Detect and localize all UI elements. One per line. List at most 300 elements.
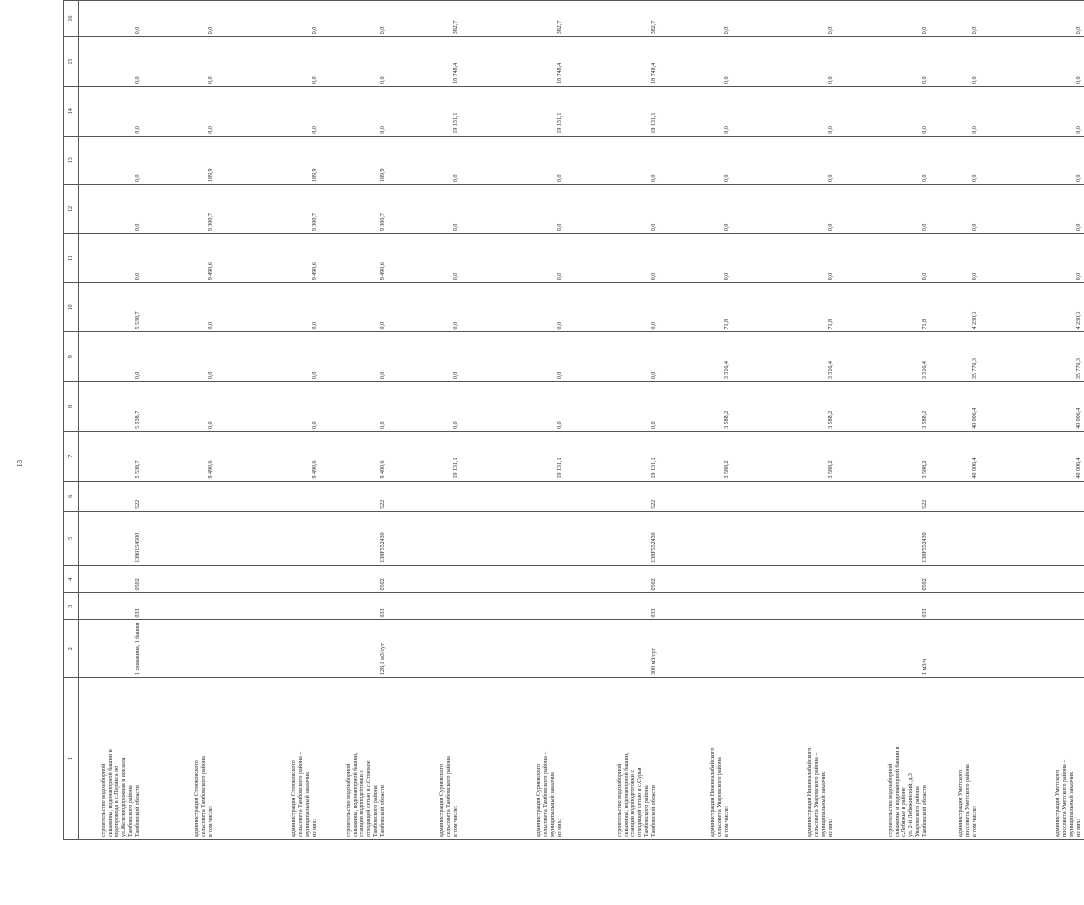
table-row — [564, 680, 658, 837]
table-column-8 — [79, 382, 1084, 432]
cell-value: 0,0 — [828, 126, 835, 134]
description-line: из них: — [828, 818, 835, 837]
table-row — [731, 334, 835, 379]
table-row — [564, 285, 658, 329]
cell-value: 0,0 — [828, 76, 835, 84]
page-number: 13 — [16, 460, 24, 467]
description-line: станции водоподготовки с — [359, 769, 366, 837]
table-column-11 — [79, 234, 1084, 283]
cell-value: 0,0 — [724, 26, 731, 35]
cell-value: 189,9 — [380, 168, 387, 182]
cell-value: 0,0 — [651, 421, 658, 429]
table-row — [835, 484, 929, 509]
cell-value: 0,0 — [828, 174, 835, 182]
cell-value: 0502 — [380, 578, 387, 591]
cell-value: 0,0 — [312, 421, 319, 429]
cell-value: 3 588,2 — [828, 460, 835, 479]
table-row — [319, 484, 387, 509]
table-row — [319, 39, 387, 84]
table-row — [929, 3, 979, 34]
description-line: из них: — [1076, 818, 1083, 837]
table-row — [979, 285, 1083, 329]
description-line: скважины, водонапорной башни, — [352, 752, 359, 837]
table-row — [835, 89, 929, 134]
table-row — [835, 434, 929, 479]
table-row — [80, 89, 142, 134]
table-row — [80, 484, 142, 509]
table-row — [929, 334, 979, 379]
row-description — [617, 753, 658, 837]
description-line: в том числе: — [453, 805, 460, 837]
cell-value: 033 — [135, 608, 142, 618]
table-row — [835, 680, 929, 837]
table-row — [658, 514, 731, 563]
table-row — [658, 39, 731, 84]
cell-value: 0,0 — [135, 223, 142, 232]
table-row — [142, 680, 215, 837]
cell-value: 5 538,7 — [135, 410, 142, 429]
cell-value: 0502 — [651, 578, 658, 591]
table-column-6 — [79, 481, 1084, 511]
table-row — [658, 484, 731, 509]
cell-value: 0,0 — [208, 371, 215, 380]
table-row — [215, 595, 319, 617]
column-number: 14 — [64, 86, 79, 136]
cell-value: 0,0 — [651, 272, 658, 281]
table-row — [564, 334, 658, 379]
table-row — [979, 434, 1083, 479]
description-line: в том числе: — [724, 805, 731, 837]
cell-value: 382,7 — [453, 20, 460, 35]
cell-value: 0,0 — [208, 421, 215, 429]
table-row — [319, 89, 387, 134]
table-row — [658, 3, 731, 34]
description-line: отходящей сетью в с.Сурья — [637, 767, 644, 837]
cell-value: 0,0 — [208, 126, 215, 134]
table-row — [460, 568, 564, 591]
cell-value: 19 131,1 — [651, 457, 658, 479]
table-row — [564, 568, 658, 591]
cell-value: 18 748,4 — [453, 62, 460, 84]
table-row — [731, 236, 835, 280]
description-line: Уваровского района — [915, 786, 922, 837]
table-row — [142, 484, 215, 509]
table-row — [929, 187, 979, 231]
table-row — [319, 622, 387, 675]
cell-value: 522 — [922, 499, 929, 509]
table-row — [460, 595, 564, 617]
cell-value: 3 588,2 — [724, 410, 731, 429]
table-row — [387, 484, 460, 509]
cell-value: 9 490,6 — [380, 460, 387, 479]
table-row — [215, 568, 319, 591]
table-row — [142, 334, 215, 379]
description-line: водопровода в с.Перикса по — [114, 765, 121, 837]
description-line: поссовета Уметского района — [965, 764, 972, 837]
table-row — [319, 595, 387, 617]
cell-value: 0,0 — [922, 76, 929, 84]
description-line: сельсовета Тамбовского района — [446, 756, 453, 837]
column-number: 9 — [64, 332, 79, 382]
table-row — [460, 3, 564, 34]
cell-value: 0,0 — [724, 272, 731, 281]
cell-value: 0,0 — [828, 272, 835, 281]
table-row — [731, 622, 835, 675]
cell-value: 0,0 — [208, 26, 215, 35]
description-line: строительство водозаборной — [616, 763, 623, 837]
row-description — [958, 764, 979, 837]
cell-value: 0,0 — [972, 126, 979, 134]
table-row — [929, 285, 979, 329]
column-number: 11 — [64, 234, 79, 283]
description-line: администрация Уметского — [1055, 769, 1062, 837]
table-row — [658, 139, 731, 182]
cell-value: 522 — [651, 499, 658, 509]
cell-value: 3 516,4 — [724, 361, 731, 380]
description-line: в том числе: — [972, 805, 979, 837]
column-number: 16 — [64, 1, 79, 37]
cell-value: 0,0 — [724, 174, 731, 182]
table-row — [929, 595, 979, 617]
cell-value: 9 490,6 — [208, 262, 215, 281]
table-row — [731, 568, 835, 591]
table-row — [979, 568, 1083, 591]
description-line: муниципальный заказчик — [1069, 771, 1076, 837]
table-column-9 — [79, 332, 1084, 382]
cell-value: 19 131,1 — [651, 112, 658, 134]
column-number: 5 — [64, 511, 79, 565]
table-row — [215, 514, 319, 563]
table-row — [387, 622, 460, 675]
cell-value: 35 776,3 — [972, 358, 979, 380]
column-number: 15 — [64, 37, 79, 87]
cell-value: 0,0 — [557, 272, 564, 281]
row-description — [439, 756, 460, 837]
table-column-12 — [79, 184, 1084, 233]
table-row — [658, 285, 731, 329]
cell-value: 0,0 — [972, 76, 979, 84]
table-row — [929, 139, 979, 182]
table-row — [835, 622, 929, 675]
description-line: муниципальный заказчик — [305, 771, 312, 837]
table-row — [460, 680, 564, 837]
table-row — [658, 622, 731, 675]
cell-value: 0,0 — [312, 76, 319, 84]
table-row — [564, 622, 658, 675]
cell-value: 0,0 — [651, 371, 658, 380]
table-row — [319, 384, 387, 429]
cell-value: 3 588,2 — [724, 460, 731, 479]
table-row — [929, 568, 979, 591]
table-row — [731, 384, 835, 429]
cell-value: 71,8 — [922, 318, 929, 330]
table-row — [387, 334, 460, 379]
table-row — [564, 39, 658, 84]
table-row — [80, 434, 142, 479]
cell-value: 128,1 м3/сут — [380, 643, 387, 675]
description-line: ул.Железнодорожная и вокзала — [121, 757, 128, 837]
table-column-3 — [79, 593, 1084, 620]
row-description — [346, 753, 387, 837]
cell-value: 0,0 — [135, 26, 142, 35]
table-column-15 — [79, 37, 1084, 87]
cell-value: 033 — [380, 608, 387, 618]
table-column-2 — [79, 620, 1084, 678]
cell-value: 0,0 — [828, 26, 835, 35]
cell-value: 40 006,4 — [1076, 407, 1083, 429]
table-row — [731, 434, 835, 479]
table-row — [319, 3, 387, 34]
table-row — [215, 384, 319, 429]
cell-value: 19 131,1 — [453, 457, 460, 479]
description-line: скважины, водонапорной башни и — [107, 749, 114, 837]
table-row — [387, 236, 460, 280]
cell-value: 0,0 — [557, 371, 564, 380]
table-row — [319, 187, 387, 231]
table-row — [658, 187, 731, 231]
column-number: 1 — [64, 678, 79, 840]
table-row — [564, 434, 658, 479]
table-column-10 — [79, 283, 1084, 332]
table-row — [387, 384, 460, 429]
cell-value: 0,0 — [1076, 76, 1083, 84]
cell-value: 189,9 — [312, 168, 319, 182]
table-row — [80, 236, 142, 280]
description-line: с.Лебяжье в районе — [901, 787, 908, 837]
table-row — [215, 334, 319, 379]
table-row — [387, 285, 460, 329]
cell-value: 18 748,4 — [651, 62, 658, 84]
table-row — [835, 285, 929, 329]
row-description — [101, 749, 142, 837]
cell-value: 0,0 — [557, 223, 564, 232]
cell-value: 0,0 — [135, 126, 142, 134]
cell-value: 1 скважина, 1 башня — [135, 622, 142, 675]
cell-value: 0,0 — [1076, 26, 1083, 35]
cell-value: 0,0 — [453, 371, 460, 380]
table-row — [929, 39, 979, 84]
cell-value: 0,0 — [972, 174, 979, 182]
cell-value: 9 490,6 — [312, 460, 319, 479]
description-line: администрация Суриевского — [536, 764, 543, 837]
cell-value: 19 131,1 — [557, 112, 564, 134]
table-row — [142, 89, 215, 134]
column-number: 6 — [64, 481, 79, 511]
description-line: муниципальный заказчик — [821, 771, 828, 837]
row-description — [536, 752, 564, 837]
table-column-13 — [79, 136, 1084, 184]
cell-value: 0,0 — [1076, 126, 1083, 134]
table-column-7 — [79, 431, 1084, 481]
table-row — [835, 568, 929, 591]
description-line: скважины и водонапорной башни в — [894, 746, 901, 837]
table-row — [460, 622, 564, 675]
table-row — [731, 595, 835, 617]
table-row — [731, 3, 835, 34]
cell-value: 0,0 — [922, 126, 929, 134]
table-row — [80, 568, 142, 591]
cell-value: 71,8 — [828, 318, 835, 330]
cell-value: 0,0 — [972, 223, 979, 232]
table-row — [929, 434, 979, 479]
table-row — [731, 285, 835, 329]
cell-value: 0,0 — [651, 174, 658, 182]
description-line: администрация Нижнеалабайского — [710, 747, 717, 837]
table-row — [387, 568, 460, 591]
cell-value: 0,0 — [922, 272, 929, 281]
cell-value: 0,0 — [453, 321, 460, 330]
table-row — [80, 622, 142, 675]
description-line: ул. 2-й Лебяжинский, д.3 — [908, 773, 915, 837]
cell-value: 4 230,1 — [1076, 311, 1083, 330]
table-row — [460, 334, 564, 379]
description-line: Тамбовского района — [373, 785, 380, 837]
cell-value: 0,0 — [557, 321, 564, 330]
row-description — [291, 752, 319, 837]
table-row — [929, 236, 979, 280]
cell-value: 0,0 — [922, 223, 929, 232]
cell-value: 9 300,7 — [380, 213, 387, 232]
cell-value: 0,0 — [724, 76, 731, 84]
table-row — [387, 39, 460, 84]
table-row — [215, 680, 319, 837]
table-row — [979, 39, 1083, 84]
table-row — [658, 568, 731, 591]
cell-value: 033 — [922, 608, 929, 618]
table-row — [460, 384, 564, 429]
table-row — [387, 680, 460, 837]
description-line: сельсовета Уваровского района — [717, 757, 724, 837]
table-row — [835, 236, 929, 280]
table-row — [80, 39, 142, 84]
table-row — [564, 3, 658, 34]
cell-value: 3 588,2 — [922, 410, 929, 429]
column-number: 3 — [64, 593, 79, 620]
table-row — [731, 89, 835, 134]
table-row — [460, 434, 564, 479]
table-row — [979, 89, 1083, 134]
table-row — [387, 139, 460, 182]
cell-value: 0,0 — [557, 174, 564, 182]
table-row — [564, 484, 658, 509]
cell-value: 40 006,4 — [972, 457, 979, 479]
table-row — [319, 236, 387, 280]
table-row — [979, 514, 1083, 563]
description-line: Тамбовской области — [135, 785, 142, 837]
cell-value: 522 — [380, 499, 387, 509]
table-row — [979, 187, 1083, 231]
cell-value: 18 748,4 — [557, 62, 564, 84]
description-line: муниципальный заказчик — [550, 771, 557, 837]
table-row — [142, 3, 215, 34]
table-row — [731, 484, 835, 509]
table-row — [658, 236, 731, 280]
table-row — [215, 139, 319, 182]
table-row — [142, 434, 215, 479]
header-row — [64, 1, 79, 840]
description-line: Тамбовской области — [380, 785, 387, 837]
table-row — [319, 139, 387, 182]
row-description — [888, 747, 929, 838]
table-column-1 — [79, 678, 1084, 840]
column-number: 13 — [64, 136, 79, 184]
cell-value: 71,8 — [724, 318, 731, 330]
table-row — [835, 139, 929, 182]
description-line: в том числе: — [208, 805, 215, 837]
description-line: администрация Нижнеалабайского — [807, 747, 814, 837]
table-row — [979, 3, 1083, 34]
table-row — [979, 484, 1083, 509]
table-row — [80, 3, 142, 34]
table-row — [215, 236, 319, 280]
cell-value: 40 006,4 — [972, 407, 979, 429]
table-row — [215, 187, 319, 231]
cell-value: 382,7 — [557, 20, 564, 35]
cell-value: 0,0 — [135, 76, 142, 84]
cell-value: 138F552430 — [922, 532, 929, 563]
cell-value: 0,0 — [1076, 272, 1083, 281]
table-row — [929, 484, 979, 509]
cell-value: 382,7 — [651, 20, 658, 35]
row-description — [710, 748, 731, 837]
cell-value: 9 300,7 — [312, 213, 319, 232]
table-row — [80, 187, 142, 231]
cell-value: 0,0 — [651, 223, 658, 232]
cell-value: 0,0 — [453, 174, 460, 182]
table-row — [460, 89, 564, 134]
table-row — [460, 187, 564, 231]
table-row — [460, 484, 564, 509]
table-row — [142, 568, 215, 591]
table-row — [142, 39, 215, 84]
table-row — [658, 680, 731, 837]
description-line: из них: — [312, 818, 319, 837]
description-line: из них: — [557, 818, 564, 837]
cell-value: 1380154500 — [135, 532, 142, 563]
row-description — [807, 748, 835, 837]
row-description — [194, 756, 215, 837]
table-row — [215, 622, 319, 675]
table-row — [731, 514, 835, 563]
table-row — [658, 595, 731, 617]
table-row — [564, 139, 658, 182]
table-row — [80, 595, 142, 617]
cell-value: 0,0 — [724, 223, 731, 232]
cell-value: 138F552430 — [380, 532, 387, 563]
description-line: сельсовета Тамбовского района – — [298, 751, 305, 837]
table-row — [835, 595, 929, 617]
cell-value: 0,0 — [208, 321, 215, 330]
table-row — [215, 3, 319, 34]
table-body-row — [79, 1, 1084, 840]
table-row — [215, 39, 319, 84]
table-row — [460, 285, 564, 329]
cell-value: 0,0 — [380, 321, 387, 330]
table-row — [319, 514, 387, 563]
table-row — [215, 484, 319, 509]
cell-value: 0,0 — [135, 272, 142, 281]
cell-value: 0,0 — [312, 26, 319, 35]
table-row — [460, 139, 564, 182]
table-row — [564, 514, 658, 563]
table-row — [387, 89, 460, 134]
description-line: строительство водозаборной — [345, 763, 352, 837]
table-row — [564, 236, 658, 280]
description-line: отходящей сетью в с.Стоюкое — [366, 760, 373, 837]
table-column-5 — [79, 511, 1084, 565]
table-row — [80, 285, 142, 329]
table-row — [979, 334, 1083, 379]
